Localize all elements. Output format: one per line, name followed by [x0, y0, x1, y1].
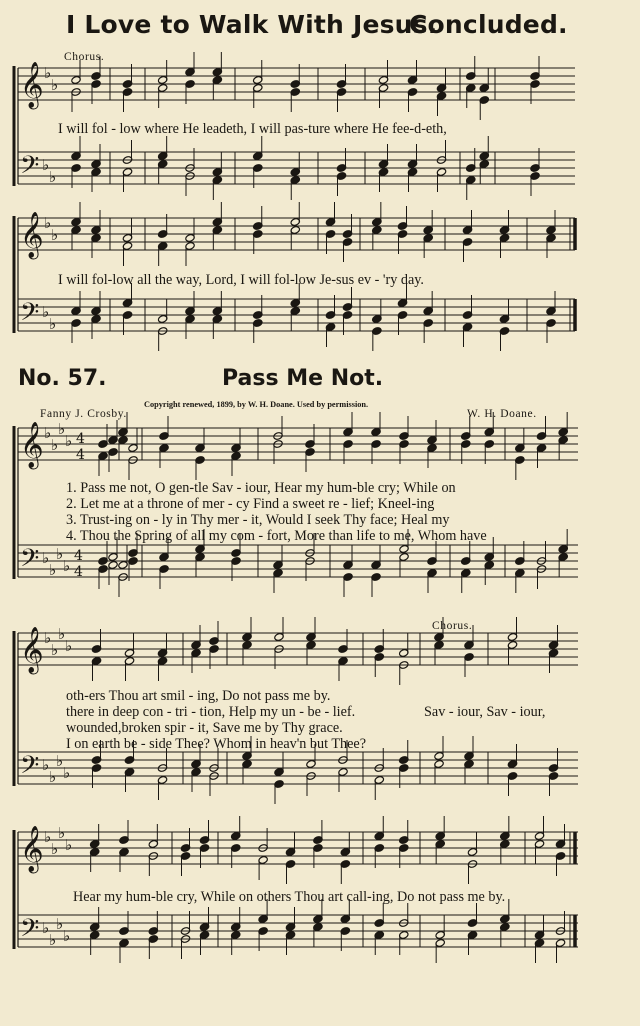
flat-sign: ♭: [58, 824, 66, 842]
flat-sign: ♭: [42, 919, 50, 937]
treble-clef: 𝄞: [20, 422, 44, 468]
verse-line: there in deep con - tri - tion, Help my un - be - lief.: [66, 704, 356, 720]
chorus-label: Chorus.: [432, 620, 473, 632]
bass-clef: 𝄢: [20, 914, 40, 949]
verse-line: I on earth be - side Thee? Whom in heav'n but Thee?: [66, 736, 366, 752]
flat-sign: ♭: [51, 226, 59, 244]
flat-sign: ♭: [49, 561, 57, 579]
verse-line: 3. Trust-ing on - ly in Thy mer - it, Would I seek Thy face; Heal my: [66, 512, 450, 528]
treble-clef: 𝄞: [20, 826, 44, 872]
lyric-line: I will fol-low all the way, Lord, I will fol-low Je-sus ev - 'ry day.: [58, 272, 424, 288]
flat-sign: ♭: [63, 557, 71, 575]
time-signature: 4: [76, 447, 85, 463]
flat-sign: ♭: [58, 420, 66, 438]
flat-sign: ♭: [49, 315, 57, 333]
author-credit: Fanny J. Crosby.: [40, 408, 127, 420]
bass-clef: 𝄢: [20, 544, 40, 579]
flat-sign: ♭: [58, 625, 66, 643]
flat-sign: ♭: [42, 549, 50, 567]
hymn-number: No. 57.: [18, 366, 107, 391]
hymn-title: I Love to Walk With Jesus.: [66, 10, 438, 39]
chorus-lyric: Hear my hum-ble cry, While on others Thou art call-ing, Do not pass me by.: [73, 889, 506, 905]
verse-line: wounded,broken spir - it, Save me by Thy grace.: [66, 720, 343, 736]
verse-line: 2. Let me at a throne of mer - cy Find a sweet re - lief; Kneel-ing: [66, 496, 435, 512]
verse-line: 1. Pass me not, O gen-tle Sav - iour, Hear my hum-ble cry; While on: [66, 480, 456, 496]
flat-sign: ♭: [44, 424, 52, 442]
flat-sign: ♭: [63, 764, 71, 782]
hymn-title: Pass Me Not.: [222, 366, 384, 391]
time-signature: 4: [74, 564, 83, 580]
flat-sign: ♭: [56, 915, 64, 933]
chorus-label: Chorus.: [64, 51, 105, 63]
flat-sign: ♭: [42, 756, 50, 774]
treble-clef: 𝄞: [20, 212, 44, 258]
flat-sign: ♭: [56, 545, 64, 563]
chorus-lyric: Sav - iour, Sav - iour,: [424, 704, 546, 720]
flat-sign: ♭: [56, 752, 64, 770]
flat-sign: ♭: [51, 641, 59, 659]
time-signature: 4: [76, 431, 85, 447]
lyric-line: I will fol - low where He leadeth, I will pas-ture where He fee-d-eth,: [58, 121, 447, 137]
verse-line: 4. Thou the Spring of all my com - fort, More than life to me, Whom have: [66, 528, 487, 544]
flat-sign: ♭: [44, 214, 52, 232]
flat-sign: ♭: [49, 931, 57, 949]
copyright-notice: Copyright renewed, 1899, by W. H. Doane. Used by permission.: [144, 400, 369, 409]
flat-sign: ♭: [44, 828, 52, 846]
hymn-status: Concluded.: [409, 10, 568, 39]
flat-sign: ♭: [49, 768, 57, 786]
flat-sign: ♭: [65, 637, 73, 655]
flat-sign: ♭: [51, 840, 59, 858]
bass-clef: 𝄢: [20, 298, 40, 333]
flat-sign: ♭: [65, 432, 73, 450]
flat-sign: ♭: [44, 629, 52, 647]
verse-line: oth-ers Thou art smil - ing, Do not pass me by.: [66, 688, 331, 704]
treble-clef: 𝄞: [20, 62, 44, 108]
flat-sign: ♭: [51, 436, 59, 454]
bass-clef: 𝄢: [20, 151, 40, 186]
flat-sign: ♭: [65, 836, 73, 854]
flat-sign: ♭: [44, 64, 52, 82]
flat-sign: ♭: [42, 156, 50, 174]
composer-credit: W. H. Doane.: [467, 408, 537, 420]
flat-sign: ♭: [63, 927, 71, 945]
bass-clef: 𝄢: [20, 751, 40, 786]
treble-clef: 𝄞: [20, 627, 44, 673]
time-signature: 4: [74, 548, 83, 564]
flat-sign: ♭: [42, 303, 50, 321]
flat-sign: ♭: [49, 168, 57, 186]
flat-sign: ♭: [51, 76, 59, 94]
